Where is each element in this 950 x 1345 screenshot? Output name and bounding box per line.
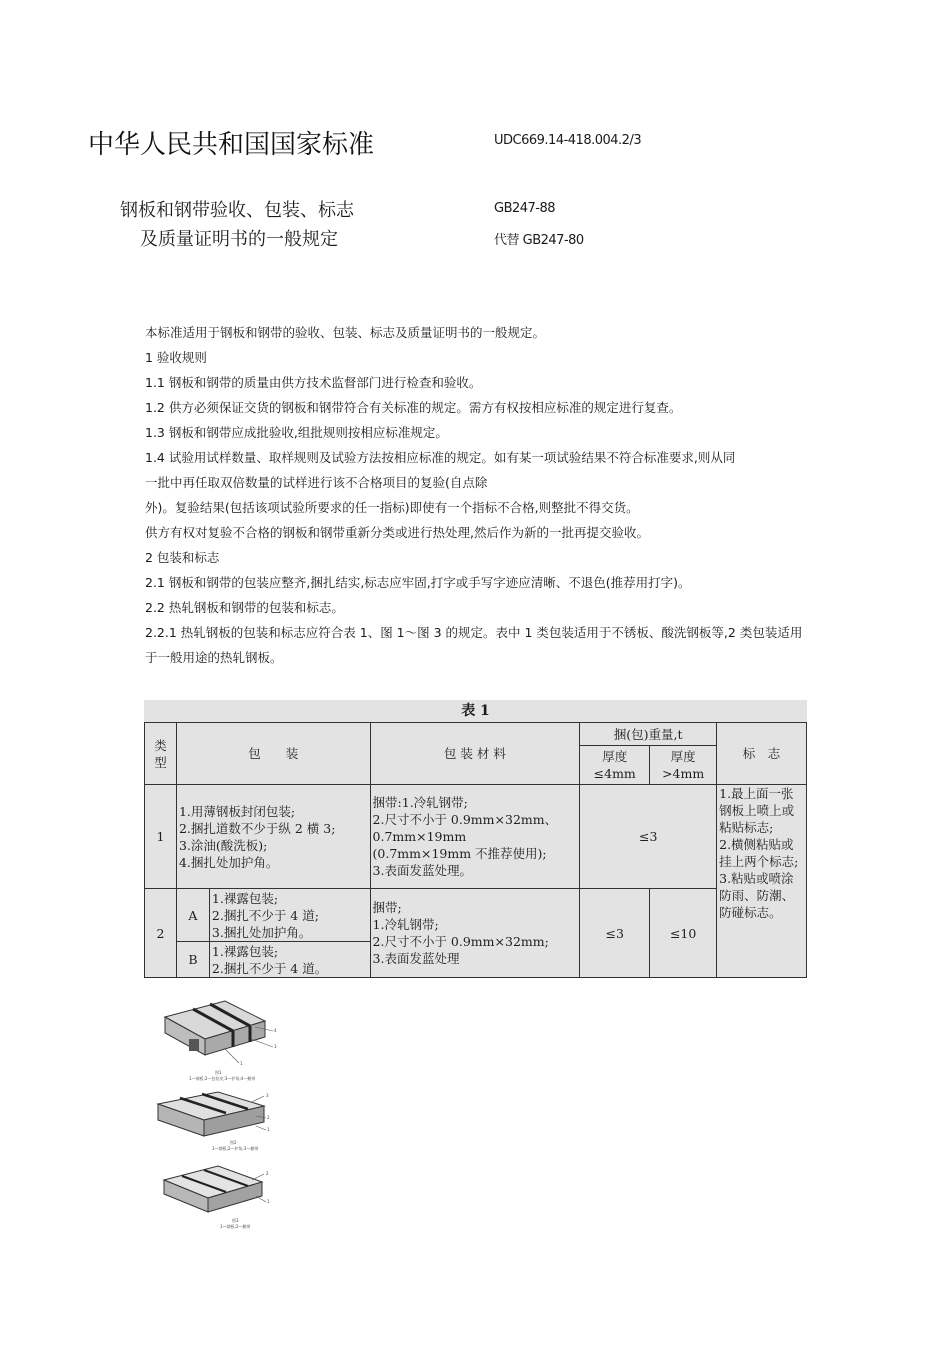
page-title: 中华人民共和国国家标准 [88, 130, 375, 160]
row2-weight-thin: ≤3 [580, 889, 650, 978]
figure-caption: 1—钢板;2—护角;3—捆带 [212, 1146, 259, 1151]
standard-subtitle-line2: 及质量证明书的一般规定 [140, 229, 338, 250]
paragraph: 2.1 钢板和钢带的包装应整齐,捆扎结实,标志应牢固,打字或手写字迹应清晰、不退色(推荐用打字)。 [145, 575, 691, 590]
udc-code: UDC669.14-418.004.2/3 [494, 133, 642, 148]
row2b-packing: 1.裸露包装; 2.捆扎不少于 4 道。 [209, 942, 370, 978]
figure-number: 图2 [230, 1140, 237, 1145]
header-thin: 厚度 ≤4mm [580, 746, 650, 785]
figure-number: 图1 [215, 1070, 222, 1075]
figure-label: 3 [274, 1044, 277, 1049]
table-title: 表 1 [461, 703, 490, 719]
figure-label: 1 [267, 1199, 270, 1204]
section-heading: 2 包装和标志 [145, 550, 220, 565]
packing-table [144, 722, 807, 978]
paragraph: 供方有权对复验不合格的钢板和钢带重新分类或进行热处理,然后作为新的一批再提交验收。 [145, 525, 649, 540]
mark-cell: 1.最上面一张钢板上喷上或粘贴标志; 2.横侧粘贴或挂上两个标志; 3.粘贴或喷涂防雨、防潮、防碰标志。 [717, 785, 807, 978]
row1-material: 捆带:1.冷轧钢带; 2.尺寸不小于 0.9mm×32mm、0.7mm×19mm (0.7mm×19mm 不推荐使用); 3.表面发蓝处理。 [370, 785, 580, 889]
figure-1-drawing [155, 997, 285, 1069]
header-type: 类 型 [145, 723, 177, 785]
row2-weight-thick: ≤10 [650, 889, 717, 978]
figure-label: 1 [267, 1127, 270, 1132]
row1-weight: ≤3 [580, 785, 717, 889]
header-packing: 包 装 [176, 723, 370, 785]
header-mark: 标 志 [717, 723, 807, 785]
row2b-subtype: B [176, 942, 209, 978]
paragraph: 1.2 供方必须保证交货的钢板和钢带符合有关标准的规定。需方有权按相应标准的规定进行复查。 [145, 400, 682, 415]
row2a-packing: 1.裸露包装; 2.捆扎不少于 4 道; 3.捆扎处加护角。 [209, 889, 370, 942]
figure-number: 图3 [232, 1218, 239, 1223]
paragraph: 1.1 钢板和钢带的质量由供方技术监督部门进行检查和验收。 [145, 375, 482, 390]
section-heading: 1 验收规则 [145, 350, 207, 365]
figure-1 [155, 997, 285, 1083]
header-material: 包 装 材 料 [370, 723, 580, 785]
figure-caption: 1—钢板;2—包装皮;3—护角;4—捆带 [189, 1076, 256, 1081]
paragraph: 2.2.1 热轧钢板的包装和标志应符合表 1、图 1～图 3 的规定。表中 1 类包装适用于不锈板、酸洗钢板等,2 类包装适用于一般用途的热轧钢板。 [145, 625, 803, 665]
figure-3-drawing [160, 1162, 280, 1218]
table-1 [144, 700, 807, 978]
body-text [145, 320, 813, 670]
figure-label: 2 [267, 1115, 270, 1120]
figure-label: 3 [266, 1093, 269, 1098]
paragraph: 1.3 钢板和钢带应成批验收,组批规则按相应标准规定。 [145, 425, 448, 440]
figure-label: 2 [266, 1171, 269, 1176]
header-weight: 捆(包)重量,t [580, 723, 717, 746]
paragraph: 本标准适用于钢板和钢带的验收、包装、标志及质量证明书的一般规定。 [145, 325, 546, 340]
paragraph: 2.2 热轧钢板和钢带的包装和标志。 [145, 600, 344, 615]
row2-material: 捆带; 1.冷轧钢带; 2.尺寸不小于 0.9mm×32mm; 3.表面发蓝处理 [370, 889, 580, 978]
row2-type: 2 [145, 889, 177, 978]
figure-2 [152, 1088, 282, 1154]
figure-2-drawing [152, 1088, 282, 1142]
header-thick: 厚度 >4mm [650, 746, 717, 785]
row1-packing: 1.用薄钢板封闭包装; 2.捆扎道数不少于纵 2 横 3; 3.涂油(酸洗板); 4.捆扎处加护角。 [176, 785, 370, 889]
replaced-standard: 代替 GB247-80 [494, 233, 584, 248]
paragraph: 1.4 试验用试样数量、取样规则及试验方法按相应标准的规定。如有某一项试验结果不符合标准要求,则从同一批中再任取双倍数量的试样进行该不合格项目的复验(自点除 [145, 450, 736, 490]
standard-number: GB247-88 [494, 201, 556, 216]
standard-subtitle-line1: 钢板和钢带验收、包装、标志 [120, 200, 354, 221]
figure-label: 1 [240, 1061, 243, 1066]
figure-caption: 1—钢板;2—捆带 [220, 1224, 251, 1229]
figure-label: 4 [274, 1028, 277, 1033]
row2a-subtype: A [176, 889, 209, 942]
row1-type: 1 [145, 785, 177, 889]
figure-3 [160, 1162, 280, 1232]
paragraph: 外)。复验结果(包括该项试验所要求的任一指标)即使有一个指标不合格,则整批不得交货。 [145, 500, 639, 515]
